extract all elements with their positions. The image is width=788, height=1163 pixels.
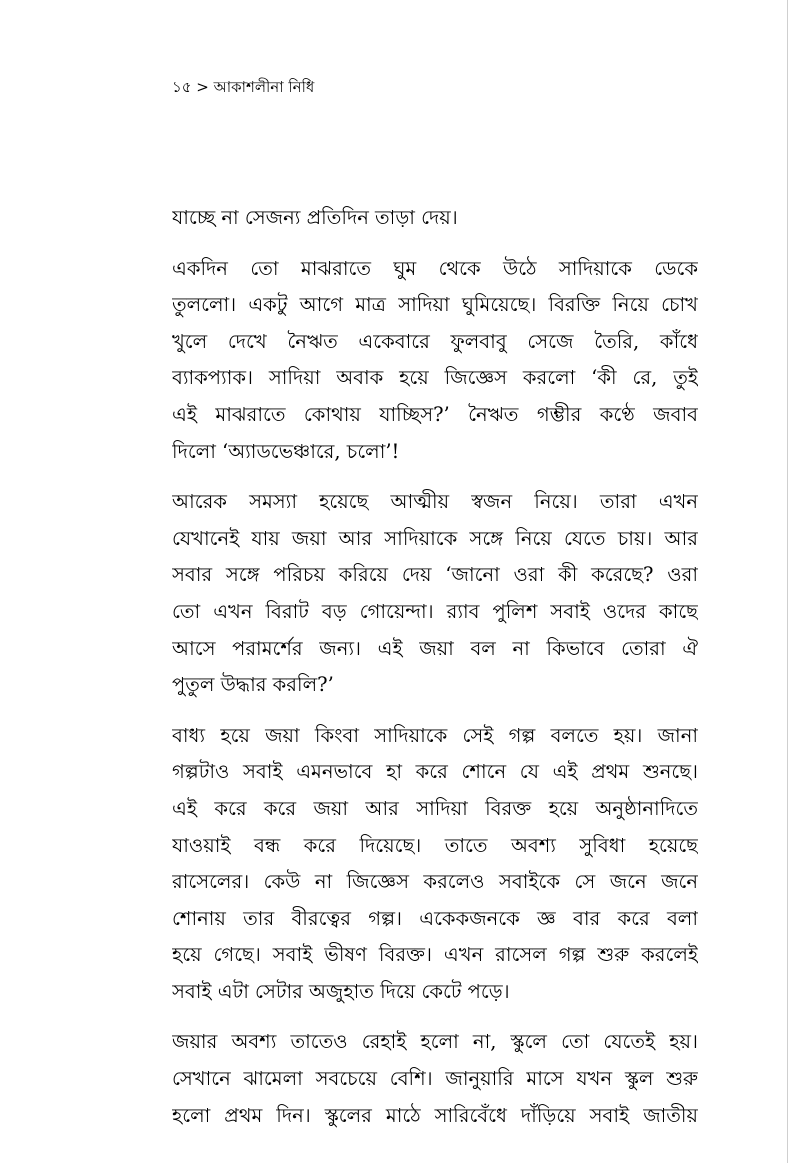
text-line: আসে পরামর্শের জন্য। এই জয়া বল না কিভাবে তোরা ঐ (172, 636, 698, 660)
paragraph-3 (172, 484, 698, 704)
body-text (172, 200, 698, 1148)
paragraph-4 (172, 718, 698, 1011)
text-line: সবাই এটা সেটার অজুহাত দিয়ে কেটে পড়ে। (172, 979, 510, 1003)
text-line: বাধ্য হয়ে জয়া কিংবা সাদিয়াকে সেই গল্প বলতে হয়। জানা (172, 723, 698, 747)
text-line: একদিন তো মাঝরাতে ঘুম থেকে উঠে সাদিয়াকে ডেকে (172, 256, 698, 280)
text-line: সবার সঙ্গে পরিচয় করিয়ে দেয় ‘জানো ওরা কী করেছে? ওরা (172, 563, 698, 587)
text-line: হলো প্রথম দিন। স্কুলের মাঠে সারিবেঁধে দাঁড়িয়ে সবাই জাতীয় (172, 1103, 698, 1127)
text-line: সেখানে ঝামেলা সবচেয়ে বেশি। জানুয়ারি মাসে যখন স্কুল শুরু (172, 1067, 698, 1091)
page-number: ১৫ (172, 78, 192, 96)
paragraph-2 (172, 251, 698, 471)
text-line: জয়ার অবশ্য তাতেও রেহাই হলো না, স্কুলে তো যেতেই হয়। (172, 1030, 698, 1054)
header-separator: > (196, 78, 209, 96)
text-line: দিলো ‘অ্যাডভেঞ্চারে, চলো’! (172, 439, 400, 463)
text-line: তো এখন বিরাট বড় গোয়েন্দা। র‍্যাব পুলিশ সবাই ওদের কাছে (172, 599, 698, 623)
text-line: যেখানেই যায় জয়া আর সাদিয়াকে সঙ্গে নিয়ে যেতে চায়। আর (172, 526, 698, 550)
text-line: শোনায় তার বীরত্বের গল্প। একেকজনকে জ্ঞ বার করে বলা (172, 906, 698, 930)
book-title: আকাশলীনা নিধি (213, 78, 315, 96)
text-line: যাওয়াই বন্ধ করে দিয়েছে। তাতে অবশ্য সুবিধা হয়েছে (172, 833, 698, 857)
text-line: তুললো। একটু আগে মাত্র সাদিয়া ঘুমিয়েছে। বিরক্তি নিয়ে চোখ (172, 293, 698, 317)
paragraph-1 (172, 200, 698, 237)
text-line: রাসেলের। কেউ না জিজ্ঞেস করলেও সবাইকে সে জনে জনে (172, 870, 698, 894)
text-line: গল্পটাও সবাই এমনভাবে হা করে শোনে যে এই প্রথম শুনছে। (172, 760, 698, 784)
text-line: ব্যাকপ্যাক। সাদিয়া অবাক হয়ে জিজ্ঞেস করলো ‘কী রে, তুই (172, 366, 698, 390)
running-header (172, 76, 314, 98)
text-line: হয়ে গেছে। সবাই ভীষণ বিরক্ত। এখন রাসেল গল্প শুরু করলেই (172, 943, 698, 967)
paragraph-5 (172, 1024, 698, 1134)
text-line: এই মাঝরাতে কোথায় যাচ্ছিস?’ নৈঋত গম্ভীর কণ্ঠে জবাব (172, 402, 698, 426)
text-line: যাচ্ছে না সেজন্য প্রতিদিন তাড়া দেয়। (172, 206, 458, 229)
text-line: আরেক সমস্যা হয়েছে আত্মীয় স্বজন নিয়ে। তারা এখন (172, 490, 698, 514)
text-line: খুলে দেখে নৈঋত একেবারে ফুলবাবু সেজে তৈরি, কাঁধে (172, 329, 698, 353)
text-line: পুতুল উদ্ধার করলি?’ (172, 673, 334, 697)
text-line: এই করে করে জয়া আর সাদিয়া বিরক্ত হয়ে অনুষ্ঠানাদিতে (172, 796, 698, 820)
